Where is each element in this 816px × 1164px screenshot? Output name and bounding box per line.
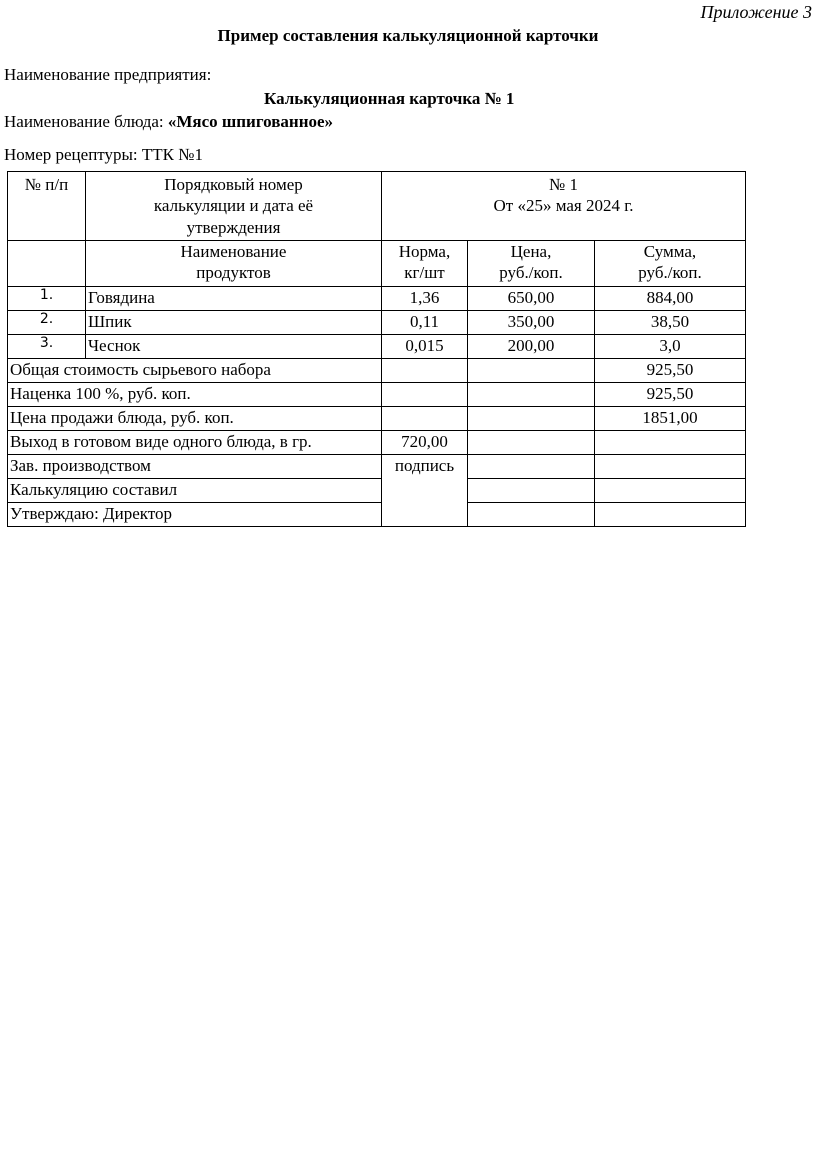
markup-empty-norm [382,383,468,407]
header-norm [382,241,468,287]
director-empty-price [468,503,595,527]
dish-name: «Мясо шпигованное» [167,112,334,131]
header-card-date: От «25» мая 2024 г. [493,196,634,216]
row-norm: 0,015 [382,335,468,359]
table-row [8,335,746,359]
header-price [468,241,595,287]
yield-empty-sum [595,431,746,455]
total-row [8,359,746,383]
yield-row [8,431,746,455]
header-price-line2: руб./коп. [499,263,563,283]
compiler-empty-price [468,479,595,503]
row-norm: 0,11 [382,311,468,335]
markup-value: 925,50 [595,383,746,407]
header-calc-line1: Порядковый номер [164,175,303,194]
row-norm: 1,36 [382,287,468,311]
row-product: Шпик [86,311,382,335]
row-price: 650,00 [468,287,595,311]
manager-row [8,455,746,479]
row-num: 2. [8,311,86,335]
table-subheader-row [8,241,746,287]
header-card-info [382,172,746,241]
dish-label: Наименование блюда: [4,112,164,131]
compiler-row [8,479,746,503]
sale-price-label: Цена продажи блюда, руб. коп. [8,407,382,431]
header-price-line1: Цена, [510,242,552,261]
table-row [8,311,746,335]
total-empty-norm [382,359,468,383]
sale-empty-norm [382,407,468,431]
director-empty-sum [595,503,746,527]
total-empty-price [468,359,595,383]
markup-row [8,383,746,407]
director-label: Утверждаю: Директор [8,503,382,527]
calculation-table [7,171,746,527]
card-title: Калькуляционная карточка № 1 [264,89,515,108]
header-calc-line3: утверждения [186,217,281,237]
recipe-line: Номер рецептуры: ТТК №1 [4,145,203,164]
manager-empty-price [468,455,595,479]
yield-label: Выход в готовом виде одного блюда, в гр. [8,431,382,455]
appendix-label: Приложение 3 [700,2,812,22]
yield-value: 720,00 [382,431,468,455]
header-norm-line2: кг/шт [404,263,445,283]
compiler-empty-sum [595,479,746,503]
row-product: Говядина [86,287,382,311]
total-label: Общая стоимость сырьевого набора [8,359,382,383]
header-sum [595,241,746,287]
table-header-row [8,172,746,241]
markup-empty-price [468,383,595,407]
table-row [8,287,746,311]
manager-empty-sum [595,455,746,479]
manager-label: Зав. производством [8,455,382,479]
header-name-line2: продуктов [196,263,271,283]
header-name [86,241,382,287]
dish-line [4,113,333,132]
row-num: 3. [8,335,86,359]
signature-cell: подпись [382,455,468,527]
document-title: Пример составления калькуляционной карточки [217,26,599,45]
row-sum: 3,0 [595,335,746,359]
enterprise-label: Наименование предприятия: [4,65,212,84]
markup-label: Наценка 100 %, руб. коп. [8,383,382,407]
compiler-label: Калькуляцию составил [8,479,382,503]
row-price: 350,00 [468,311,595,335]
row-sum: 884,00 [595,287,746,311]
header-card-no: № 1 [549,175,578,194]
header-calc-number [86,172,382,241]
header-num: № п/п [8,172,86,241]
row-num: 1. [8,287,86,311]
row-product: Чеснок [86,335,382,359]
sale-price-value: 1851,00 [595,407,746,431]
row-price: 200,00 [468,335,595,359]
yield-empty-price [468,431,595,455]
header-calc-line2: калькуляции и дата её [153,196,314,216]
header-sum-line2: руб./коп. [638,263,702,283]
sale-price-row [8,407,746,431]
header-sum-line1: Сумма, [643,242,697,261]
total-value: 925,50 [595,359,746,383]
director-row [8,503,746,527]
header-name-line1: Наименование [180,242,287,261]
header-norm-line1: Норма, [398,242,451,261]
sale-empty-price [468,407,595,431]
subheader-empty [8,241,86,287]
row-sum: 38,50 [595,311,746,335]
